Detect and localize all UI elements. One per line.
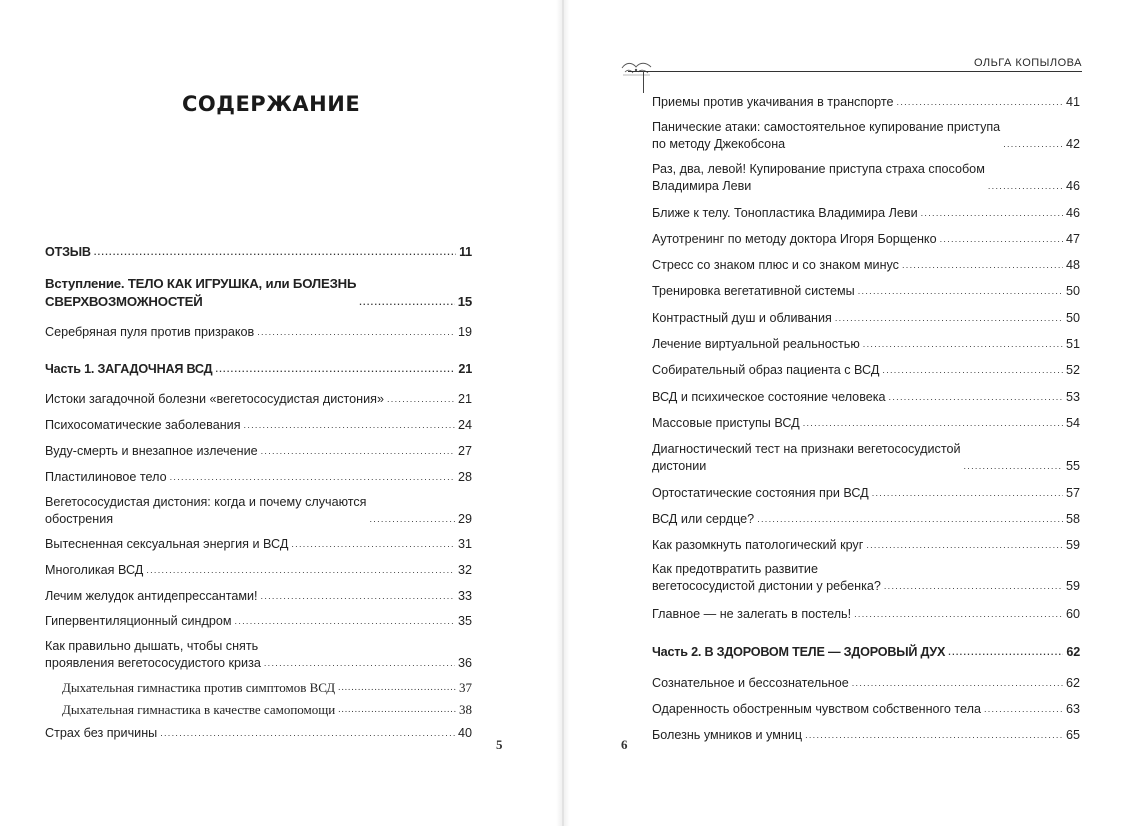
header-rule — [628, 71, 1082, 72]
toc-entry: Страх без причины . . . 40 — [45, 724, 472, 742]
toc-entry: Сознательное и бессознательное . . . 62 — [652, 674, 1080, 692]
toc-entry: Тренировка вегетативной системы . . . 50 — [652, 282, 1080, 300]
toc-entry: ОТЗЫВ . . . 11 — [45, 243, 472, 261]
toc-entry: Стресс со знаком плюс и со знаком минус . . . 48 — [652, 256, 1080, 274]
toc-entry: Собирательный образ пациента с ВСД . . . 52 — [652, 361, 1080, 379]
toc-entry: Часть 1. ЗАГАДОЧНАЯ ВСД . . . 21 — [45, 360, 472, 378]
toc-entry: Многоликая ВСД . . . 32 — [45, 561, 472, 579]
toc-entry: Как разомкнуть патологический круг . . . 59 — [652, 536, 1080, 554]
toc-entry: ВСД и психическое состояние человека . . . 53 — [652, 388, 1080, 406]
toc-entry: Лечение виртуальной реальностью . . . 51 — [652, 335, 1080, 353]
toc-subentry: Дыхательная гимнастика в качестве самопомощи . . . 38 — [62, 699, 472, 718]
toc-entry: Приемы против укачивания в транспорте . . . 41 — [652, 93, 1080, 111]
toc-entry: Диагностический тест на признаки вегетососудистой дистонии . . . 55 — [652, 441, 1080, 475]
toc-entry: Раз, два, левой! Купирование приступа страха способом Владимира Леви . . . 46 — [652, 161, 1080, 195]
toc-entry: Гипервентиляционный синдром . . . 35 — [45, 612, 472, 630]
toc-entry: Панические атаки: самостоятельное купирование приступа по методу Джекобсона . . . 42 — [652, 119, 1080, 153]
toc-entry: Психосоматические заболевания . . . 24 — [45, 416, 472, 434]
toc-entry: Вуду-смерть и внезапное излечение . . . 27 — [45, 442, 472, 460]
page-number: 5 — [496, 737, 503, 752]
page-number: 6 — [621, 737, 628, 752]
toc-entry: Истоки загадочной болезни «вегетососудистая дистония» . . . 21 — [45, 390, 472, 408]
toc-entry: Пластилиновое тело . . . 28 — [45, 468, 472, 486]
running-head-author: ОЛЬГА КОПЫЛОВА — [973, 57, 1082, 69]
book-spine-shadow — [556, 0, 570, 826]
toc-entry: Как правильно дышать, чтобы снять проявления вегетососудистого криза . . . 36 — [45, 638, 472, 672]
toc-entry: Лечим желудок антидепрессантами! . . . 33 — [45, 587, 472, 605]
header-vertical-rule — [643, 71, 644, 93]
toc-entry: Как предотвратить развитие вегетососудистой дистонии у ребенка? . . . 59 — [652, 561, 1080, 595]
toc-entry: ВСД или сердце? . . . 58 — [652, 510, 1080, 528]
toc-subentry: Дыхательная гимнастика против симптомов ВСД . . . 37 — [62, 677, 472, 696]
toc-entry: Вегетососудистая дистония: когда и почему случаются обострения . . . 29 — [45, 494, 472, 528]
toc-entry: Одаренность обостренным чувством собственного тела . . . 63 — [652, 700, 1080, 718]
toc-entry: Часть 2. В ЗДОРОВОМ ТЕЛЕ — ЗДОРОВЫЙ ДУХ . . . 62 — [652, 643, 1080, 661]
toc-entry: Контрастный душ и обливания . . . 50 — [652, 309, 1080, 327]
toc-entry: Главное — не залегать в постель! . . . 60 — [652, 605, 1080, 623]
left-page — [0, 0, 562, 826]
toc-entry: Ортостатические состояния при ВСД . . . 57 — [652, 484, 1080, 502]
toc-entry: Болезнь умников и умниц . . . 65 — [652, 726, 1080, 744]
toc-entry: Ближе к телу. Тонопластика Владимира Леви . . . 46 — [652, 204, 1080, 222]
toc-entry: Массовые приступы ВСД . . . 54 — [652, 414, 1080, 432]
toc-title: СОДЕРЖАНИЕ — [182, 92, 361, 116]
toc-entry: Вытесненная сексуальная энергия и ВСД . . . 31 — [45, 535, 472, 553]
toc-entry: Вступление. ТЕЛО КАК ИГРУШКА, или БОЛЕЗНЬ СВЕРХВОЗМОЖНОСТЕЙ . . . 15 — [45, 275, 472, 311]
toc-entry: Серебряная пуля против призраков . . . 19 — [45, 323, 472, 341]
toc-entry: Аутотренинг по методу доктора Игоря Борщенко . . . 47 — [652, 230, 1080, 248]
